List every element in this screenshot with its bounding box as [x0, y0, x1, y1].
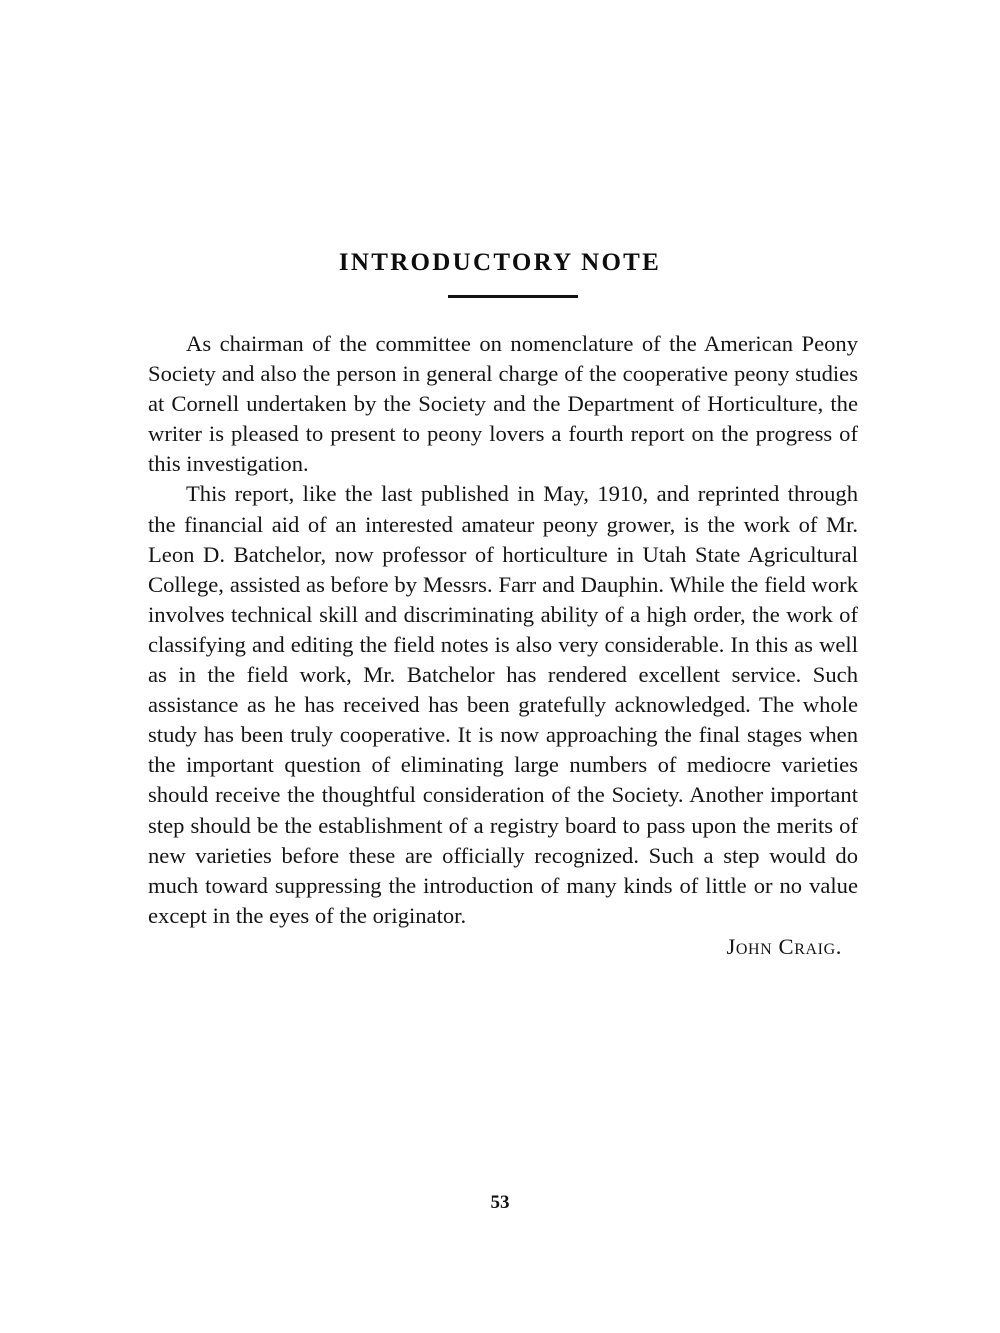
paragraph-2: This report, like the last published in May, 1910, and reprinted through the financial aid of an interested amateur peony grower, is the work of Mr. Leon D. Batchelor, now professor of horticulture in Utah State Agricultural College, assisted as before by Messrs. Farr and Dauphin. While the field work involves technical skill and discriminating ability of a high order, the work of classifying and editing the field notes is also very considerable. In this as well as in the field work, Mr. Batchelor has rendered excellent service. Such assistance as he has received has been gratefully acknowledged. The whole study has been truly cooperative. It is now approaching the final stages when the important question of eliminating large numbers of mediocre varieties should receive the thoughtful consideration of the Society. Another important step should be the establishment of a registry board to pass upon the merits of new varieties before these are officially recognized. Such a step would do much toward suppressing the introduction of many kinds of little or no value except in the eyes of the originator.	[148, 481, 858, 928]
page-number: 53	[490, 1192, 510, 1213]
signature-name: John Craig.	[726, 933, 842, 959]
title-divider-rule	[448, 295, 578, 298]
body-text-block	[148, 329, 858, 962]
paragraph-1: As chairman of the committee on nomenclature of the American Peony Society and also the person in general charge of the cooperative peony studies at Cornell undertaken by the Society and the Department of Horticulture, the writer is pleased to present to peony lovers a fourth report on the progress of this investigation.	[148, 331, 858, 477]
signature	[148, 932, 858, 962]
page-title: INTRODUCTORY NOTE	[338, 249, 662, 276]
